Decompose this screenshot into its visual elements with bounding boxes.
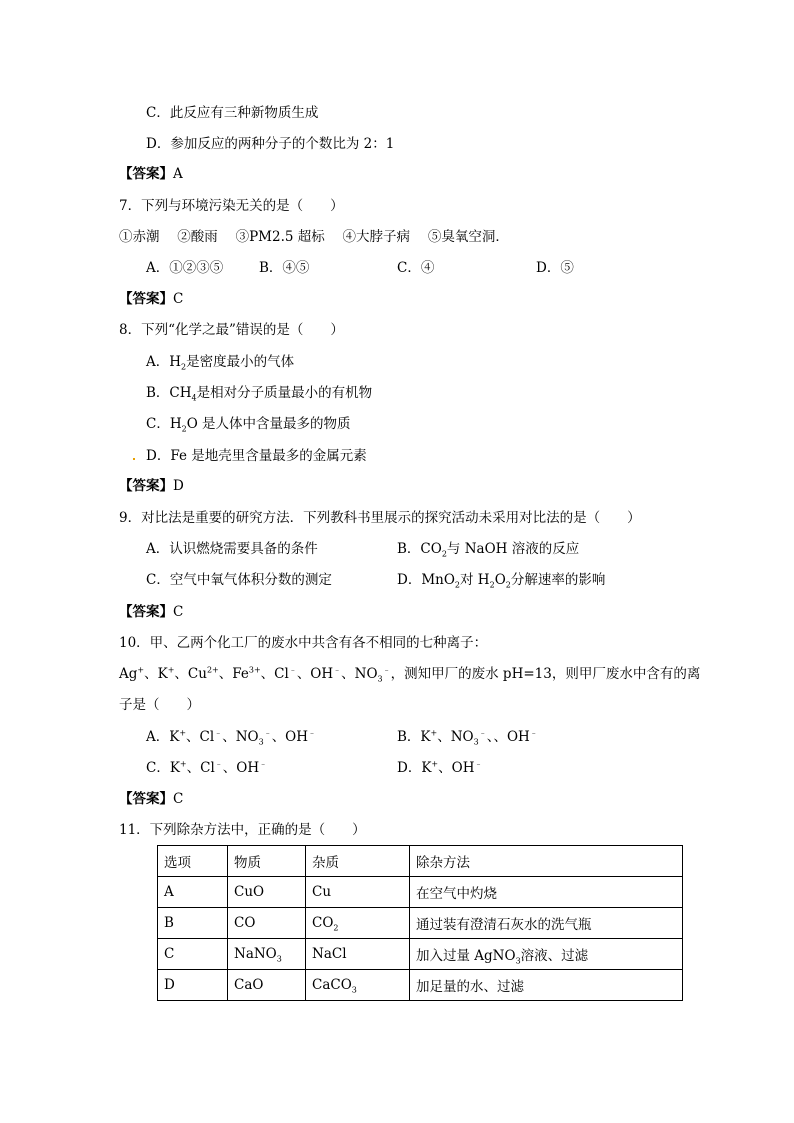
line-q6c: C．此反应有三种新物质生成 [146, 105, 319, 121]
line-q6d: D．参加反应的两种分子的个数比为 2：1 [146, 136, 395, 152]
stray-dot [133, 458, 135, 460]
table-header-cell: 物质 [228, 846, 306, 877]
answer-value: C [173, 291, 184, 307]
answer-7 [119, 290, 183, 308]
table-header-cell: 除杂方法 [410, 846, 683, 877]
answer-label: 【答案】 [119, 791, 173, 807]
question-10-ions: Ag+、K+、$Cu^{2+}$、$Fe^{3+}$、Cl﹣、OH﹣、$NO_3^﹣$，测知甲厂的废水 pH=13，则甲厂废水中含有的离 [119, 665, 701, 684]
table-cell: NaNO$_3$ [228, 939, 306, 970]
table-cell: A [158, 877, 228, 908]
table-row [158, 970, 683, 1001]
option-8a: A．$H_2$是密度最小的气体 [146, 354, 295, 372]
option-9b: B．$CO_2$与 NaOH 溶液的反应 [397, 541, 580, 559]
question-11: 11．下列除杂方法中，正确的是（ ） [119, 822, 366, 838]
answer-label: 【答案】 [119, 291, 173, 307]
answer-value: C [173, 604, 184, 620]
table-cell: CuO [228, 877, 306, 908]
option-7b: B．④⑤ [259, 260, 310, 276]
option-7c: C．④ [397, 260, 435, 276]
option-9a: A．认识燃烧需要具备的条件 [146, 541, 318, 557]
answer-label: 【答案】 [119, 604, 173, 620]
table-cell: 在空气中灼烧 [410, 877, 683, 908]
table-cell: 加入过量 AgNO$_3$溶液、过滤 [410, 939, 683, 970]
option-8c: C．$H_2O$ 是人体中含量最多的物质 [146, 416, 351, 434]
table-cell: CaCO$_3$ [306, 970, 410, 1001]
table-cell: CO [228, 908, 306, 939]
option-9d: D．MnO$_2$对 $H_2O_2$分解速率的影响 [397, 572, 606, 590]
table-row [158, 877, 683, 908]
table-cell: C [158, 939, 228, 970]
table-cell: 通过装有澄清石灰水的洗气瓶 [410, 908, 683, 939]
purification-table [157, 845, 683, 1001]
option-10a: A．K+、Cl﹣、$NO_3^﹣$、OH﹣ [146, 728, 317, 747]
option-8b: B．$CH_4$是相对分子质量最小的有机物 [146, 385, 373, 403]
option-7d: D．⑤ [536, 260, 574, 276]
answer-value: A [173, 166, 183, 182]
table-cell: NaCl [306, 939, 410, 970]
question-8: 8．下列“化学之最”错误的是（ ） [119, 322, 344, 338]
question-10: 10．甲、乙两个化工厂的废水中共含有各不相同的七种离子： [119, 635, 488, 651]
table-cell: CaO [228, 970, 306, 1001]
answer-label: 【答案】 [119, 166, 173, 182]
table-cell: 加足量的水、过滤 [410, 970, 683, 1001]
table-cell: Cu [306, 877, 410, 908]
question-9: 9．对比法是重要的研究方法．下列教科书里展示的探究活动未采用对比法的是（ ） [119, 510, 641, 526]
answer-10 [119, 790, 183, 808]
question-7-items: ①赤潮 ②酸雨 ③PM2.5 超标 ④大脖子病 ⑤臭氧空洞． [119, 229, 509, 245]
question-7: 7．下列与环境污染无关的是（ ） [119, 198, 344, 214]
table-row [158, 908, 683, 939]
table-cell: $CO_2$ [306, 908, 410, 939]
question-10-tail: 子是（ ） [119, 697, 200, 713]
answer-value: C [173, 791, 184, 807]
table-header-row [158, 846, 683, 877]
answer-value: D [173, 478, 184, 494]
table-header-cell: 选项 [158, 846, 228, 877]
answer-8 [119, 477, 184, 495]
option-10c: C．K+、Cl﹣、OH﹣ [146, 759, 268, 776]
option-7a: A．①②③⑤ [146, 260, 224, 276]
option-10d: D．K+、OH﹣ [397, 759, 483, 776]
option-10b: B．K+、$NO_3^﹣$、、OH﹣ [397, 728, 538, 747]
answer-label: 【答案】 [119, 478, 173, 494]
answer-6 [119, 165, 183, 183]
option-8d: D．Fe 是地壳里含量最多的金属元素 [146, 448, 367, 464]
table-cell: B [158, 908, 228, 939]
table-cell: D [158, 970, 228, 1001]
table-row [158, 939, 683, 970]
option-9c: C．空气中氧气体积分数的测定 [146, 572, 332, 588]
table-header-cell: 杂质 [306, 846, 410, 877]
answer-9 [119, 603, 183, 621]
